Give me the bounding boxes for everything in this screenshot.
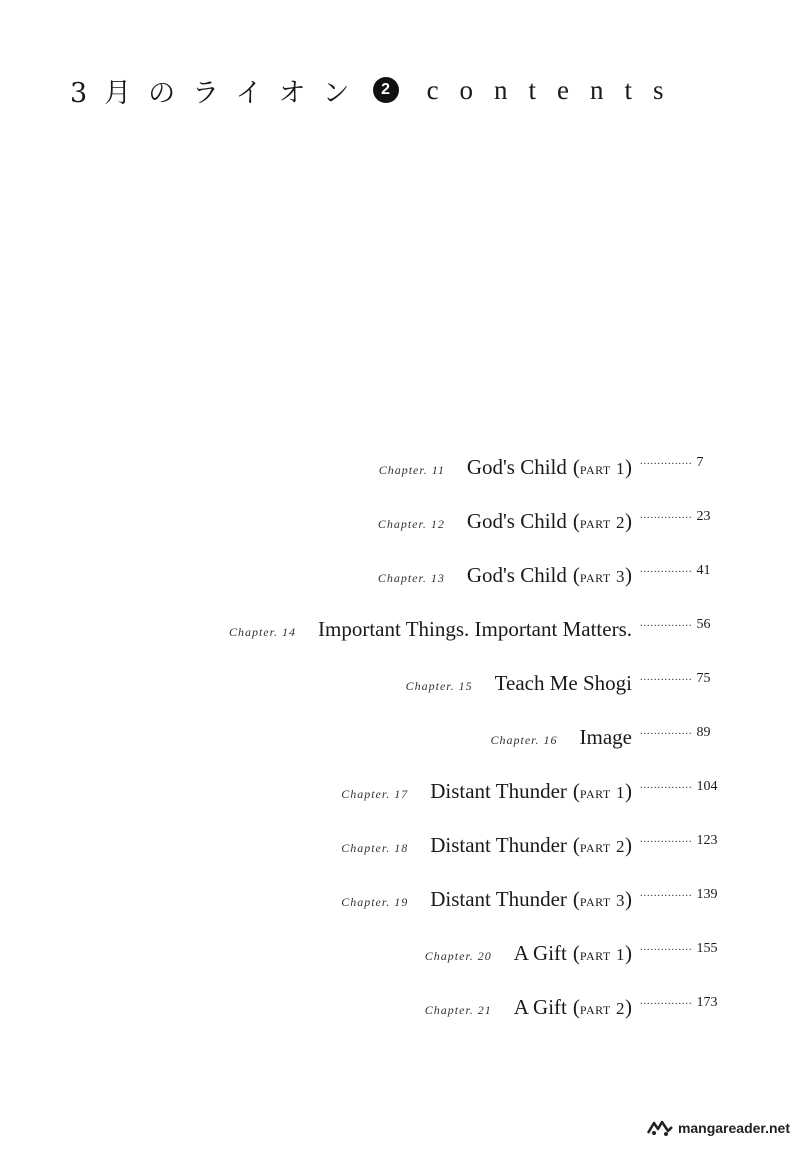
part-number: 1 (616, 783, 625, 802)
toc-leader (640, 671, 790, 703)
part-number: 2 (616, 999, 625, 1018)
page-number: 7 (696, 455, 704, 470)
part-close-paren: ) (625, 941, 632, 965)
part-close-paren: ) (625, 509, 632, 533)
part-word: part (579, 783, 611, 802)
toc-entry (0, 617, 800, 671)
chapter-label: Chapter. 13 (377, 571, 445, 585)
toc-entry-heading (491, 725, 633, 757)
toc-entry-heading (378, 563, 632, 595)
toc-leader (640, 887, 790, 919)
chapter-title: Image (579, 725, 632, 749)
page-number: 173 (696, 995, 718, 1010)
chapter-part (573, 779, 632, 804)
leader-dots: ............... (640, 996, 693, 1007)
leader-dots: ............... (640, 888, 693, 899)
chapter-label: Chapter. 11 (378, 463, 445, 477)
contents-header (70, 70, 750, 110)
chapter-title: Important Things. Important Matters. (318, 617, 632, 641)
part-open-paren: ( (572, 995, 580, 1019)
toc-leader (640, 833, 790, 865)
leader-dots: ............... (640, 618, 693, 629)
part-open-paren: ( (572, 887, 580, 911)
part-number: 3 (616, 891, 625, 910)
toc-entry-heading (425, 941, 632, 973)
toc-entry (0, 779, 800, 833)
toc-entry (0, 941, 800, 995)
toc-leader (640, 725, 790, 757)
toc-entry-heading (229, 617, 632, 649)
part-close-paren: ) (625, 455, 632, 479)
page-number: 155 (696, 941, 718, 956)
part-close-paren: ) (625, 563, 632, 587)
part-number: 3 (616, 567, 625, 586)
chapter-part (573, 563, 632, 588)
page-number: 139 (696, 887, 718, 902)
chapter-label: Chapter. 17 (341, 787, 409, 801)
part-open-paren: ( (572, 941, 580, 965)
leader-dots: ............... (640, 510, 693, 521)
page-number: 123 (696, 833, 718, 848)
toc-entry (0, 995, 800, 1049)
toc-leader (640, 617, 790, 649)
page-number: 41 (696, 563, 711, 578)
chapter-title: Distant Thunder (430, 833, 567, 857)
leader-dots: ............... (640, 726, 693, 737)
chapter-label: Chapter. 12 (377, 517, 445, 531)
toc-leader (640, 779, 790, 811)
toc-entry (0, 833, 800, 887)
chapter-label: Chapter. 21 (424, 1003, 492, 1017)
part-close-paren: ) (625, 779, 632, 803)
part-word: part (579, 945, 611, 964)
volume-number-badge: 2 (373, 77, 399, 103)
chapter-part (573, 509, 632, 534)
chapter-part (573, 995, 632, 1020)
toc-entry-heading (425, 995, 632, 1027)
toc-entry-heading (378, 509, 632, 541)
chapter-title: God's Child (466, 509, 567, 533)
toc-entry (0, 725, 800, 779)
toc-leader (640, 509, 790, 541)
leader-dots: ............... (640, 672, 693, 683)
chapter-label: Chapter. 16 (490, 733, 558, 747)
series-title: 3月のライオン (70, 77, 367, 109)
toc-entry (0, 509, 800, 563)
toc-entry-heading (406, 671, 632, 703)
page-number: 56 (696, 617, 711, 632)
part-open-paren: ( (572, 563, 580, 587)
part-word: part (579, 999, 611, 1018)
part-close-paren: ) (625, 833, 632, 857)
leader-dots: ............... (640, 456, 693, 467)
toc-entry (0, 455, 800, 509)
part-open-paren: ( (572, 509, 580, 533)
part-number: 2 (616, 513, 625, 532)
page-number: 23 (696, 509, 711, 524)
toc-leader (640, 995, 790, 1027)
toc-entry-heading (341, 779, 632, 811)
page-number: 75 (696, 671, 711, 686)
toc-leader (640, 455, 790, 487)
part-number: 2 (616, 837, 625, 856)
contents-heading: contents (426, 74, 685, 105)
chapter-title: Distant Thunder (430, 779, 567, 803)
leader-dots: ............... (640, 834, 693, 845)
part-word: part (579, 837, 611, 856)
page-number: 104 (696, 779, 718, 794)
part-number: 1 (616, 945, 625, 964)
page-number: 89 (696, 725, 711, 740)
chapter-title: God's Child (466, 455, 567, 479)
toc-entry-heading (341, 833, 632, 865)
leader-dots: ............... (640, 780, 693, 791)
part-word: part (579, 459, 611, 478)
part-open-paren: ( (572, 833, 580, 857)
chapter-part (573, 887, 632, 912)
part-close-paren: ) (625, 995, 632, 1019)
table-of-contents (0, 455, 800, 1049)
leader-dots: ............... (640, 942, 693, 953)
toc-entry (0, 887, 800, 941)
part-open-paren: ( (572, 455, 580, 479)
chapter-label: Chapter. 20 (424, 949, 492, 963)
chapter-part (573, 833, 632, 858)
chapter-label: Chapter. 18 (341, 841, 409, 855)
chapter-title: Teach Me Shogi (494, 671, 632, 695)
chapter-label: Chapter. 15 (405, 679, 473, 693)
chapter-label: Chapter. 14 (229, 625, 297, 639)
part-close-paren: ) (625, 887, 632, 911)
toc-leader (640, 563, 790, 595)
toc-entry (0, 563, 800, 617)
toc-leader (640, 941, 790, 973)
toc-entry-heading (341, 887, 632, 919)
chapter-label: Chapter. 19 (341, 895, 409, 909)
leader-dots: ............... (640, 564, 693, 575)
part-word: part (579, 513, 611, 532)
part-open-paren: ( (572, 779, 580, 803)
chapter-part (573, 941, 632, 966)
watermark-text: mangareader.net (677, 1120, 790, 1136)
chapter-title: Distant Thunder (430, 887, 567, 911)
part-word: part (579, 567, 611, 586)
watermark-logo-icon (646, 1119, 674, 1137)
part-word: part (579, 891, 611, 910)
part-number: 1 (616, 459, 625, 478)
watermark (646, 1119, 790, 1137)
chapter-title: A Gift (513, 995, 567, 1019)
toc-entry (0, 671, 800, 725)
toc-entry-heading (379, 455, 632, 487)
chapter-title: God's Child (466, 563, 567, 587)
chapter-part (573, 455, 632, 480)
chapter-title: A Gift (513, 941, 567, 965)
